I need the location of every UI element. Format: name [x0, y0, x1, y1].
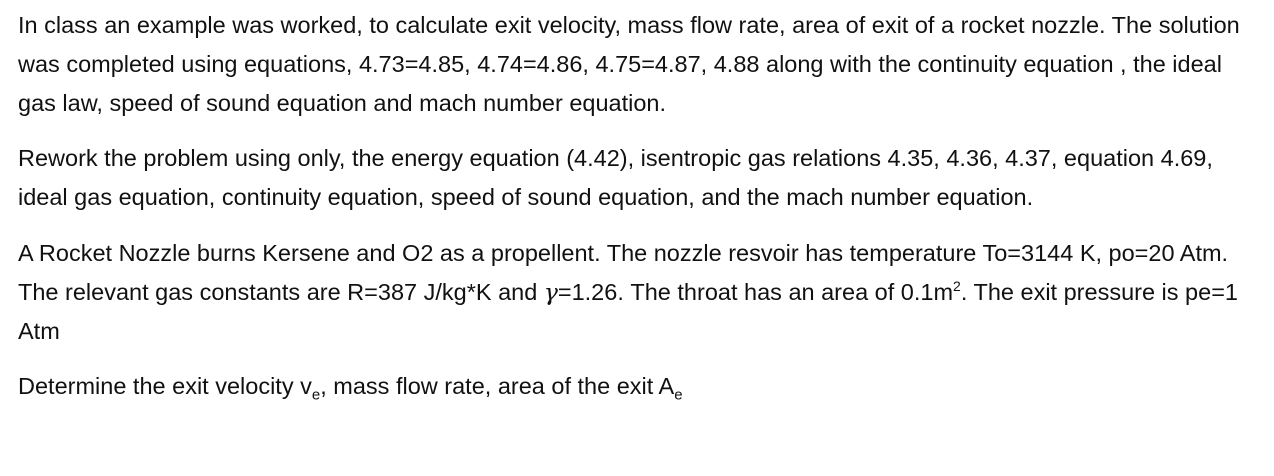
area-unit-superscript: 2: [953, 277, 961, 294]
determine-text-start: Determine the exit velocity v: [18, 373, 312, 400]
area-subscript: e: [674, 387, 683, 405]
paragraph-problem-statement: [18, 234, 1263, 350]
problem-text-start: A Rocket Nozzle burns Kersene and O2 as a propellent. The nozzle resvoir has temperature To=3144 K, po=20 Atm. The relevant gas constants are R=387 J/kg*K and: [18, 239, 1229, 305]
problem-text-middle: =1.26. The throat has an area of 0.1m: [557, 278, 954, 305]
document-body: [18, 6, 1263, 406]
problem-text-end: . The exit pressure is pe=1 Atm: [18, 278, 1238, 344]
velocity-subscript: e: [311, 387, 321, 405]
paragraph-rework-instructions: Rework the problem using only, the energy equation (4.42), isentropic gas relations 4.35, 4.36, 4.37, equation 4.69, ideal gas equation, continuity equation, speed of sound equation, and the mach number equation.: [18, 145, 1213, 211]
paragraph-class-example: In class an example was worked, to calculate exit velocity, mass flow rate, area of exit of a rocket nozzle. The solution was completed using equations, 4.73=4.85, 4.74=4.86, 4.75=4.87, 4.88 along with the continuity equation , the ideal gas law, speed of sound equation and mach number equation.: [18, 12, 1240, 116]
paragraph-determine: [18, 367, 1263, 406]
gamma-symbol: γ: [543, 277, 558, 306]
determine-text-middle: , mass flow rate, area of the exit A: [320, 373, 675, 400]
